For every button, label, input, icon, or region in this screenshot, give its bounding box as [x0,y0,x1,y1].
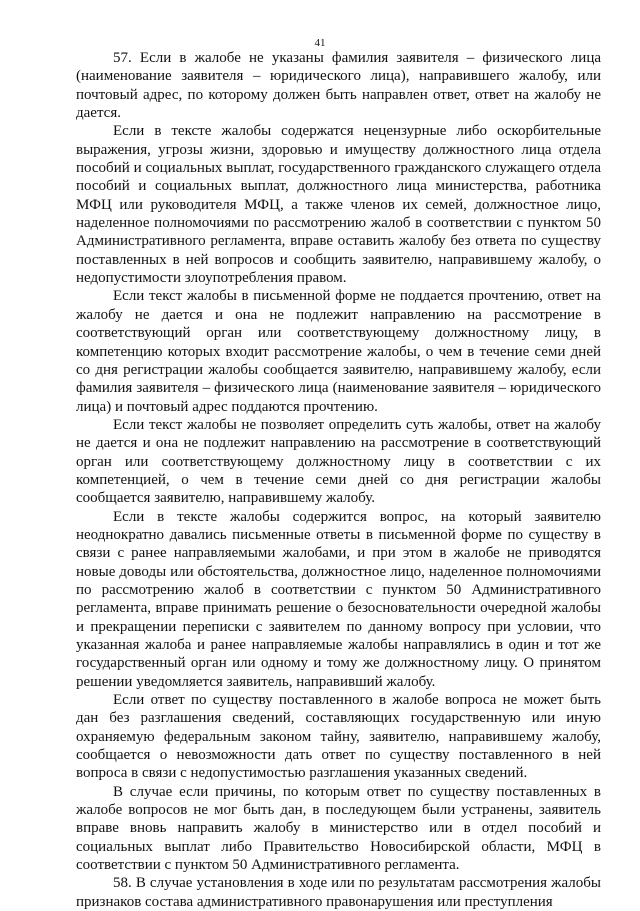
paragraph-item-57: 57. Если в жалобе не указаны фамилия заявителя – физического лица (наименование заявителя – юридического лица), направившего жалобу, или почтовый адрес, по которому должен быть направлен ответ, ответ на жалобу не дается. [76,50,601,122]
paragraph-repeated-question: Если в тексте жалобы содержится вопрос, на который заявителю неоднократно давались письменные ответы в письменной форме по существу в связи с ранее направляемыми жалобами, и при этом в жалобе не приводятся новые доводы или обстоятельства, должностное лицо, наделенное полномочиями по рассмотрению жалоб в соответствии с пунктом 50 Административного регламента, вправе принимать решение о безосновательности очередной жалобы и прекращении переписки с заявителем по данному вопросу при условии, что указанная жалоба и ранее направляемые жалобы направлялись в один и тот же государственный орган или одному и тому же должностному лицу. О принятом решении уведомляется заявитель, направивший жалобу. [76,508,601,690]
paragraph-unreadable-text: Если текст жалобы в письменной форме не поддается прочтению, ответ на жалобу не дается и она не подлежит направлению на рассмотрение в соответствующий орган или соответствующему должностному лицу, в компетенцию которых входит рассмотрение жалобы, о чем в течение семи дней со дня регистрации жалобы сообщается заявителю, направившему жалобу, если фамилия заявителя – физического лица (наименование заявителя – юридического лица) и почтовый адрес поддаются прочтению. [76,288,601,415]
page-number: 41 [314,37,326,49]
paragraph-undeterminable-essence: Если текст жалобы не позволяет определить суть жалобы, ответ на жалобу не дается и она не подлежит направлению на рассмотрение в соответствующий орган или соответствующему должностному лицу в соответствии с их компетенцией, о чем в течение семи дней со дня регистрации жалобы сообщается заявителю, направившему жалобу. [76,416,601,507]
paragraph-item-58: 58. В случае установления в ходе или по результатам рассмотрения жалобы признаков состава административного правонарушения или преступления [76,875,601,910]
document-body [76,49,601,911]
paragraph-state-secret: Если ответ по существу поставленного в жалобе вопроса не может быть дан без разглашения сведений, составляющих государственную или иную охраняемую федеральным законом тайну, заявителю, направившему жалобу, сообщается о невозможности дать ответ по существу поставленного в ней вопроса в связи с недопустимостью разглашения указанных сведений. [76,692,601,782]
paragraph-offensive-content: Если в тексте жалобы содержатся нецензурные либо оскорбительные выражения, угрозы жизни, здоровью и имуществу должностного лица отдела пособий и социальных выплат, государственного гражданского служащего отдела пособий и социальных выплат, должностного лица министерства, работника МФЦ или руководителя МФЦ, а также членов их семей, должностное лицо, наделенное полномочиями по рассмотрению жалоб в соответствии с пунктом 50 Административного регламента, вправе оставить жалобу без ответа по существу поставленных в ней вопросов и сообщить заявителю, направившему жалобу, о недопустимости злоупотребления правом. [76,123,601,287]
paragraph-reasons-eliminated: В случае если причины, по которым ответ по существу поставленных в жалобе вопросов не мог быть дан, в последующем были устранены, заявитель вправе вновь направить жалобу в министерство или в отдел пособий и социальных выплат либо Правительство Новосибирской области, МФЦ в соответствии с пунктом 50 Административного регламента. [76,783,601,874]
